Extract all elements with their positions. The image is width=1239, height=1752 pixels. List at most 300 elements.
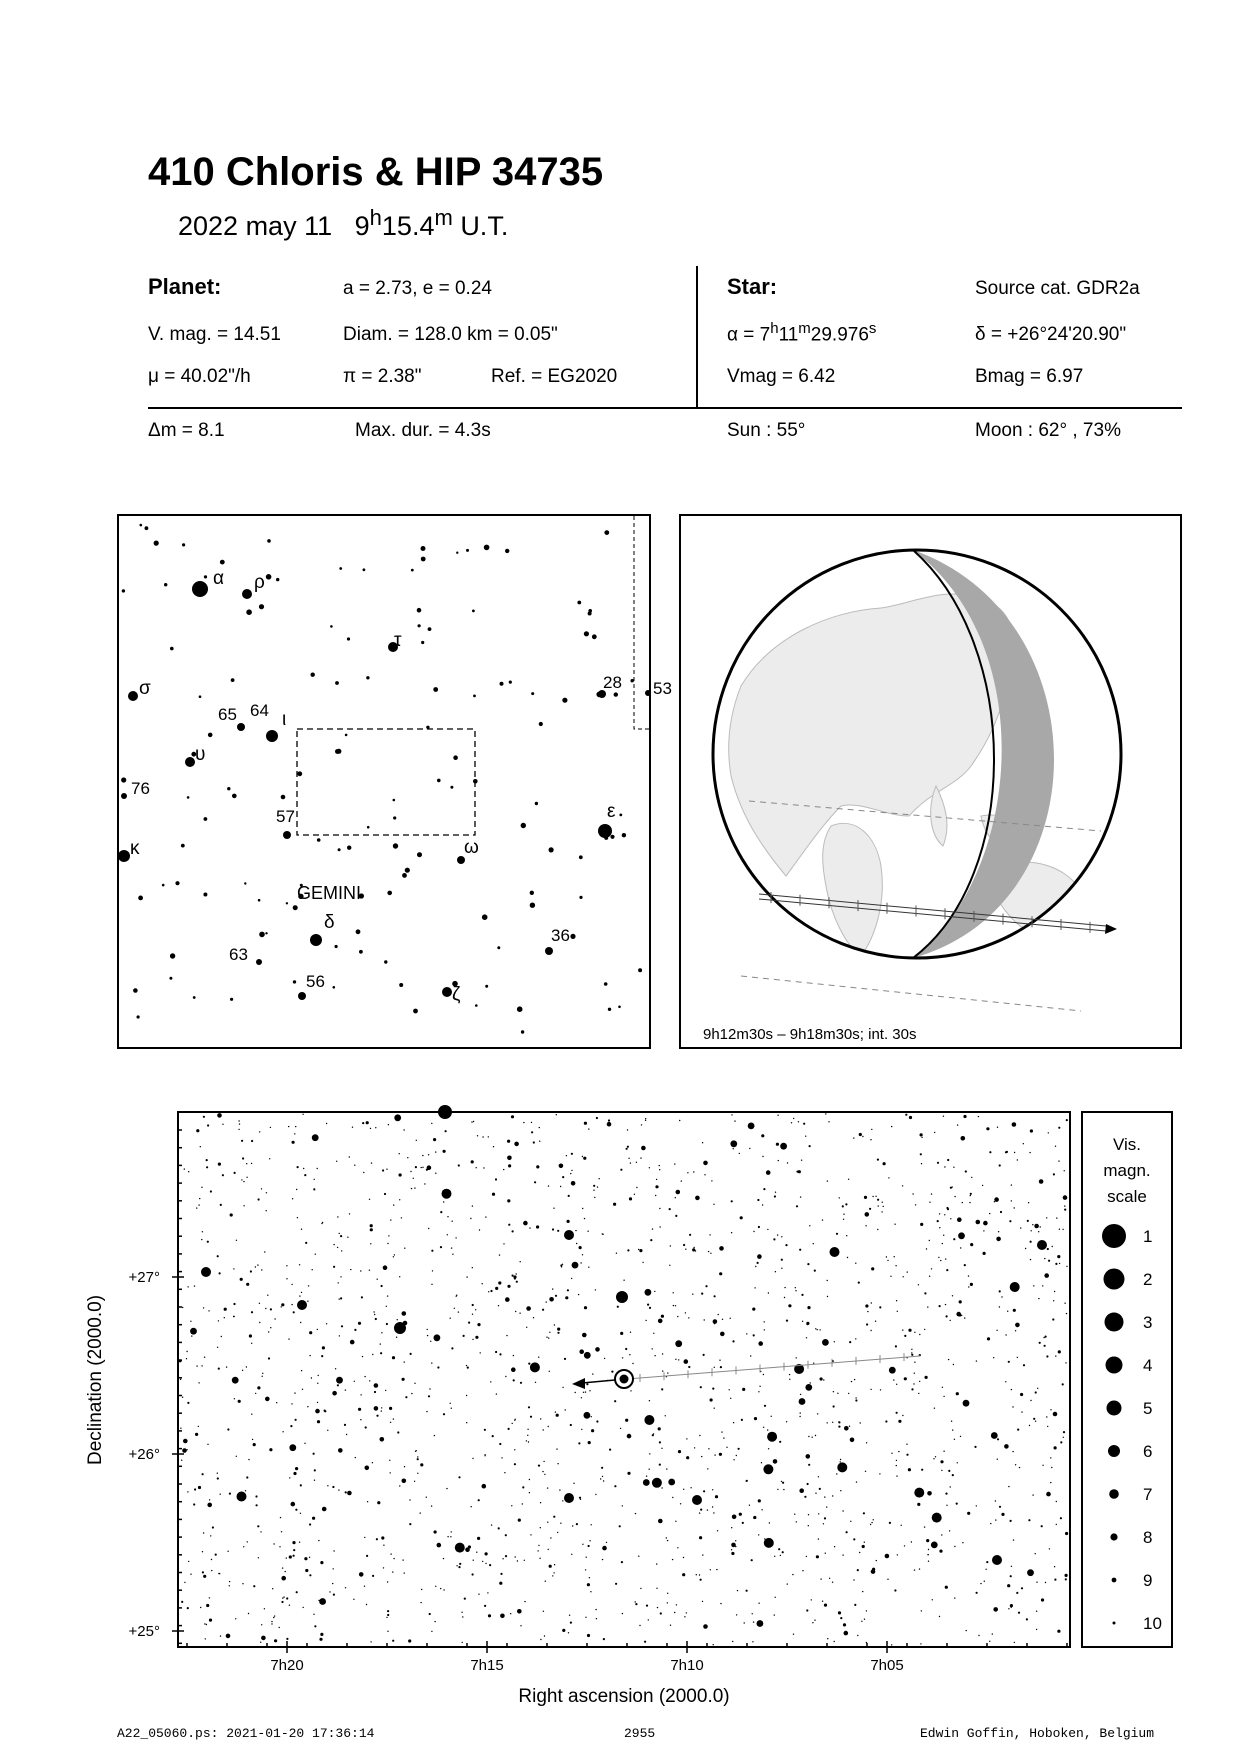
field-star xyxy=(812,1622,813,1623)
field-star xyxy=(435,1586,436,1587)
field-star xyxy=(674,1612,675,1613)
field-star xyxy=(578,1294,579,1295)
field-star xyxy=(672,1559,673,1560)
finder-label-17: 63 xyxy=(229,945,248,964)
field-star xyxy=(987,1337,990,1340)
field-star xyxy=(952,1295,953,1296)
field-star xyxy=(954,1546,955,1547)
field-star xyxy=(707,1509,708,1510)
field-star xyxy=(677,1316,678,1317)
field-star xyxy=(968,1286,969,1287)
field-star xyxy=(517,1560,518,1561)
field-star xyxy=(976,1505,977,1506)
field-star xyxy=(718,1314,719,1315)
field-star xyxy=(914,1362,915,1363)
field-star xyxy=(761,1509,762,1510)
field-star xyxy=(520,1625,521,1626)
field-star xyxy=(844,1426,849,1431)
field-star xyxy=(693,1247,694,1248)
field-star xyxy=(652,1478,662,1488)
field-star xyxy=(914,1488,924,1498)
field-star xyxy=(295,1509,297,1511)
field-star xyxy=(630,1332,631,1333)
field-star xyxy=(763,1188,765,1190)
field-star xyxy=(832,1582,833,1583)
field-star xyxy=(1062,1383,1064,1385)
field-star xyxy=(530,1534,531,1535)
field-star xyxy=(1066,1119,1068,1121)
field-star xyxy=(601,1467,603,1469)
field-star xyxy=(989,1151,991,1153)
field-star xyxy=(889,1367,896,1374)
field-star xyxy=(654,1291,655,1292)
field-star xyxy=(338,1448,343,1453)
field-star xyxy=(1034,1224,1039,1229)
field-star xyxy=(976,1360,977,1361)
field-star xyxy=(490,1290,492,1292)
field-star xyxy=(669,1265,670,1266)
field-star xyxy=(806,1556,807,1557)
field-star xyxy=(538,1545,539,1546)
field-star xyxy=(1028,1519,1030,1521)
field-star xyxy=(229,1585,230,1586)
field-star xyxy=(362,1122,364,1124)
field-star xyxy=(421,1167,422,1168)
event-minute: 15.4 xyxy=(381,211,435,241)
field-star xyxy=(742,1388,745,1391)
field-star xyxy=(712,1506,713,1507)
star-ra-prefix: α = 7 xyxy=(727,324,771,346)
field-star xyxy=(731,1527,732,1528)
field-star xyxy=(495,1351,497,1353)
field-star xyxy=(587,1231,588,1232)
field-star xyxy=(1020,1393,1023,1396)
field-star xyxy=(251,1414,252,1415)
field-star xyxy=(632,1363,633,1364)
field-star xyxy=(953,1364,954,1365)
field-star xyxy=(502,1558,503,1559)
field-star xyxy=(484,1605,486,1607)
field-star xyxy=(269,1158,270,1159)
field-star xyxy=(774,1614,775,1615)
field-star xyxy=(388,1235,389,1236)
field-star xyxy=(746,1333,747,1334)
field-star xyxy=(1011,1566,1012,1567)
field-star xyxy=(823,1523,824,1524)
field-star xyxy=(1053,1173,1055,1175)
field-star xyxy=(890,1276,891,1277)
field-star xyxy=(257,1525,259,1527)
field-star xyxy=(211,1570,212,1571)
field-star xyxy=(913,1383,914,1384)
field-star xyxy=(763,1464,773,1474)
field-star xyxy=(314,1625,316,1627)
field-star xyxy=(301,1229,302,1230)
field-star xyxy=(801,1160,802,1161)
field-star xyxy=(625,1348,627,1350)
field-star xyxy=(793,1634,794,1635)
field-star xyxy=(1029,1152,1030,1153)
field-star xyxy=(771,1416,772,1417)
scale-dot-7 xyxy=(1109,1489,1119,1499)
field-star xyxy=(602,1476,603,1477)
field-star xyxy=(1059,1263,1060,1264)
field-star xyxy=(799,1416,800,1417)
field-star xyxy=(209,1499,210,1500)
field-star xyxy=(962,1202,963,1203)
field-star xyxy=(218,1368,220,1370)
bright-field-star xyxy=(616,1291,628,1303)
field-star xyxy=(380,1343,381,1344)
field-star xyxy=(290,1425,292,1427)
field-star xyxy=(462,1642,463,1643)
field-star xyxy=(492,1435,494,1437)
bright-field-star xyxy=(692,1495,702,1505)
field-star xyxy=(1030,1129,1033,1132)
asteroid-arrow-head xyxy=(572,1378,585,1389)
field-star xyxy=(1041,1525,1043,1527)
field-star xyxy=(261,1636,266,1641)
field-star xyxy=(337,1247,338,1248)
field-star xyxy=(266,1192,267,1193)
field-star xyxy=(646,1605,648,1607)
field-star xyxy=(871,1302,872,1303)
field-star xyxy=(641,1146,646,1151)
field-star xyxy=(659,1165,660,1166)
field-star xyxy=(390,1472,391,1473)
field-star xyxy=(535,1382,536,1383)
field-star xyxy=(526,1440,527,1441)
field-star xyxy=(621,1561,623,1563)
field-star xyxy=(238,1120,239,1121)
field-star xyxy=(942,1387,943,1388)
field-star xyxy=(648,1619,649,1620)
field-star xyxy=(270,1127,271,1128)
field-star xyxy=(309,1523,311,1525)
field-star xyxy=(364,1586,365,1587)
field-star xyxy=(458,1311,459,1312)
field-star xyxy=(547,1487,548,1488)
field-star xyxy=(911,1354,913,1356)
field-star xyxy=(374,1391,376,1393)
field-star xyxy=(211,1559,212,1560)
field-star xyxy=(926,1539,929,1542)
field-star xyxy=(593,1190,594,1191)
event-date: 2022 may 11 xyxy=(178,211,333,241)
field-star xyxy=(894,1256,895,1257)
field-star xyxy=(814,1620,815,1621)
field-star xyxy=(912,1193,913,1194)
field-star xyxy=(548,1549,549,1550)
field-star xyxy=(681,1180,682,1181)
field-star xyxy=(786,1421,787,1422)
field-star xyxy=(582,1254,583,1255)
field-star xyxy=(381,1536,384,1539)
field-star xyxy=(891,1644,892,1645)
field-star xyxy=(265,1308,266,1309)
field-star xyxy=(896,1412,898,1414)
field-star xyxy=(387,1614,389,1616)
field-star xyxy=(731,1200,733,1202)
field-star xyxy=(374,1406,379,1411)
field-star xyxy=(657,1607,658,1608)
field-star xyxy=(1019,1467,1020,1468)
field-star xyxy=(1050,1457,1051,1458)
scale-label-10: 10 xyxy=(1143,1614,1162,1633)
field-star xyxy=(730,1140,737,1147)
field-star xyxy=(464,1598,466,1600)
field-star xyxy=(686,1456,689,1459)
field-star xyxy=(846,1235,847,1236)
field-star xyxy=(495,1178,497,1180)
field-star xyxy=(1011,1607,1012,1608)
field-star xyxy=(443,1201,444,1202)
field-star xyxy=(345,1491,347,1493)
field-star xyxy=(304,1174,306,1176)
field-star xyxy=(731,1549,732,1550)
field-star xyxy=(957,1217,962,1222)
field-star xyxy=(209,1619,212,1622)
field-star xyxy=(1011,1184,1012,1185)
field-star xyxy=(807,1263,809,1265)
field-star xyxy=(1036,1582,1037,1583)
field-star xyxy=(539,1141,540,1142)
field-star xyxy=(952,1429,953,1430)
field-star xyxy=(1065,1574,1068,1577)
field-star xyxy=(582,1208,583,1209)
field-star xyxy=(865,1304,868,1307)
field-star xyxy=(915,1204,916,1205)
field-star xyxy=(190,1321,191,1322)
field-star xyxy=(485,1563,486,1564)
field-star xyxy=(207,1124,209,1126)
field-star xyxy=(1017,1159,1018,1160)
field-star xyxy=(300,1322,301,1323)
finder-label-0: α xyxy=(213,568,224,589)
field-star xyxy=(204,1357,205,1358)
field-star xyxy=(902,1185,903,1186)
field-star xyxy=(360,1394,361,1395)
field-star xyxy=(818,1538,819,1539)
field-star xyxy=(635,1513,636,1514)
field-star xyxy=(417,1456,418,1457)
field-star xyxy=(555,1411,556,1412)
field-star xyxy=(490,1381,491,1382)
field-star xyxy=(389,1407,392,1410)
field-star xyxy=(324,1410,326,1412)
field-star xyxy=(246,1177,247,1178)
field-star xyxy=(1054,1446,1057,1449)
field-star xyxy=(514,1420,515,1421)
field-star xyxy=(1038,1298,1039,1299)
field-star xyxy=(865,1225,866,1226)
xtick-7h15: 7h15 xyxy=(470,1657,504,1674)
field-star xyxy=(583,1157,586,1160)
field-star xyxy=(380,1352,382,1354)
field-star xyxy=(182,1397,183,1398)
field-star xyxy=(1055,1263,1057,1265)
field-star xyxy=(822,1601,823,1602)
field-star xyxy=(658,1519,663,1524)
field-star xyxy=(688,1317,689,1318)
field-star xyxy=(914,1373,915,1374)
field-star xyxy=(431,1250,433,1252)
field-star xyxy=(866,1442,867,1443)
field-star xyxy=(220,1635,221,1636)
field-star xyxy=(919,1381,920,1382)
field-star xyxy=(317,1329,318,1330)
field-star xyxy=(850,1521,851,1522)
field-star xyxy=(251,1311,253,1313)
field-star xyxy=(293,1311,295,1313)
field-star xyxy=(707,1468,708,1469)
field-star xyxy=(794,1514,795,1515)
field-star xyxy=(776,1143,779,1146)
field-star xyxy=(355,1457,356,1458)
field-star xyxy=(883,1206,884,1207)
field-star xyxy=(505,1555,507,1557)
field-star xyxy=(600,1478,601,1479)
field-star xyxy=(920,1223,923,1226)
field-star xyxy=(206,1166,208,1168)
asteroid-arrow-line xyxy=(582,1380,615,1383)
field-star xyxy=(180,1379,181,1380)
asteroid-track xyxy=(615,1356,920,1380)
field-star xyxy=(999,1290,1001,1292)
field-star xyxy=(427,1335,428,1336)
field-star xyxy=(661,1487,662,1488)
field-star xyxy=(659,1441,661,1443)
field-star xyxy=(386,1323,388,1325)
field-star xyxy=(1006,1151,1008,1153)
field-star xyxy=(456,1296,457,1297)
field-star xyxy=(354,1381,355,1382)
field-star xyxy=(580,1499,581,1500)
field-star xyxy=(248,1459,249,1460)
field-star xyxy=(347,1491,352,1496)
field-star xyxy=(431,1284,432,1285)
field-star xyxy=(369,1380,370,1381)
field-star xyxy=(203,1575,206,1578)
field-star xyxy=(370,1228,373,1231)
field-star xyxy=(609,1449,611,1451)
field-star xyxy=(220,1204,222,1206)
bright-field-star xyxy=(394,1322,406,1334)
field-star xyxy=(1029,1425,1030,1426)
field-star xyxy=(420,1463,423,1466)
field-star xyxy=(940,1460,943,1463)
field-star xyxy=(777,1115,778,1116)
field-star xyxy=(186,1358,187,1359)
field-star xyxy=(1057,1255,1060,1258)
field-star xyxy=(1010,1604,1013,1607)
field-star xyxy=(562,1264,563,1265)
field-star xyxy=(281,1303,284,1306)
field-star xyxy=(838,1426,840,1428)
field-star xyxy=(885,1420,887,1422)
field-star xyxy=(596,1618,597,1619)
field-star xyxy=(989,1213,990,1214)
field-star xyxy=(322,1222,323,1223)
field-star xyxy=(802,1570,803,1571)
field-star xyxy=(319,1638,322,1641)
bright-field-star xyxy=(564,1493,574,1503)
field-star xyxy=(986,1127,989,1130)
field-star xyxy=(1020,1227,1021,1228)
field-star xyxy=(1048,1132,1049,1133)
field-star xyxy=(252,1439,253,1440)
scale-dot-2 xyxy=(1104,1269,1125,1290)
field-star xyxy=(719,1453,722,1456)
field-star xyxy=(1046,1416,1047,1417)
field-star xyxy=(461,1612,462,1613)
field-star xyxy=(508,1428,510,1430)
ra-hour-unit: h xyxy=(770,320,779,337)
field-star xyxy=(520,1382,522,1384)
field-star xyxy=(226,1366,227,1367)
field-star xyxy=(417,1458,419,1460)
field-star xyxy=(761,1134,764,1137)
field-star xyxy=(906,1444,907,1445)
field-star xyxy=(472,1267,473,1268)
field-star xyxy=(607,1122,612,1127)
field-star xyxy=(205,1638,206,1639)
field-star xyxy=(1055,1146,1056,1147)
field-star xyxy=(620,1428,621,1429)
field-star xyxy=(507,1199,510,1202)
field-star xyxy=(861,1621,862,1622)
field-star xyxy=(555,1295,557,1297)
field-star xyxy=(314,1480,315,1481)
field-star xyxy=(385,1390,386,1391)
field-star xyxy=(729,1389,730,1390)
field-star xyxy=(576,1243,577,1244)
field-star xyxy=(1049,1548,1050,1549)
field-star xyxy=(559,1164,564,1169)
field-star xyxy=(235,1618,236,1619)
finder-label-15: δ xyxy=(324,912,335,933)
field-star xyxy=(704,1174,705,1175)
field-star xyxy=(927,1554,928,1555)
field-star xyxy=(774,1195,776,1197)
field-star xyxy=(459,1563,461,1565)
field-star xyxy=(946,1505,947,1506)
field-star xyxy=(190,1574,191,1575)
field-star xyxy=(472,1573,474,1575)
field-star xyxy=(1053,1412,1058,1417)
field-star xyxy=(472,1339,473,1340)
field-star xyxy=(764,1405,766,1407)
field-star xyxy=(929,1202,930,1203)
field-star xyxy=(462,1616,463,1617)
field-star xyxy=(397,1431,399,1433)
field-star xyxy=(582,1544,583,1545)
field-star xyxy=(501,1457,502,1458)
field-star xyxy=(549,1332,550,1333)
star-source-catalog: Source cat. GDR2a xyxy=(975,278,1140,299)
field-star xyxy=(639,1625,640,1626)
field-star xyxy=(942,1243,943,1244)
field-star xyxy=(680,1503,681,1504)
field-star xyxy=(934,1132,935,1133)
scale-label-2: 2 xyxy=(1143,1270,1153,1289)
field-star xyxy=(386,1169,387,1170)
field-star xyxy=(902,1415,903,1416)
field-star xyxy=(793,1118,794,1119)
field-star xyxy=(567,1220,570,1223)
field-star xyxy=(993,1607,998,1612)
field-star xyxy=(426,1169,428,1171)
